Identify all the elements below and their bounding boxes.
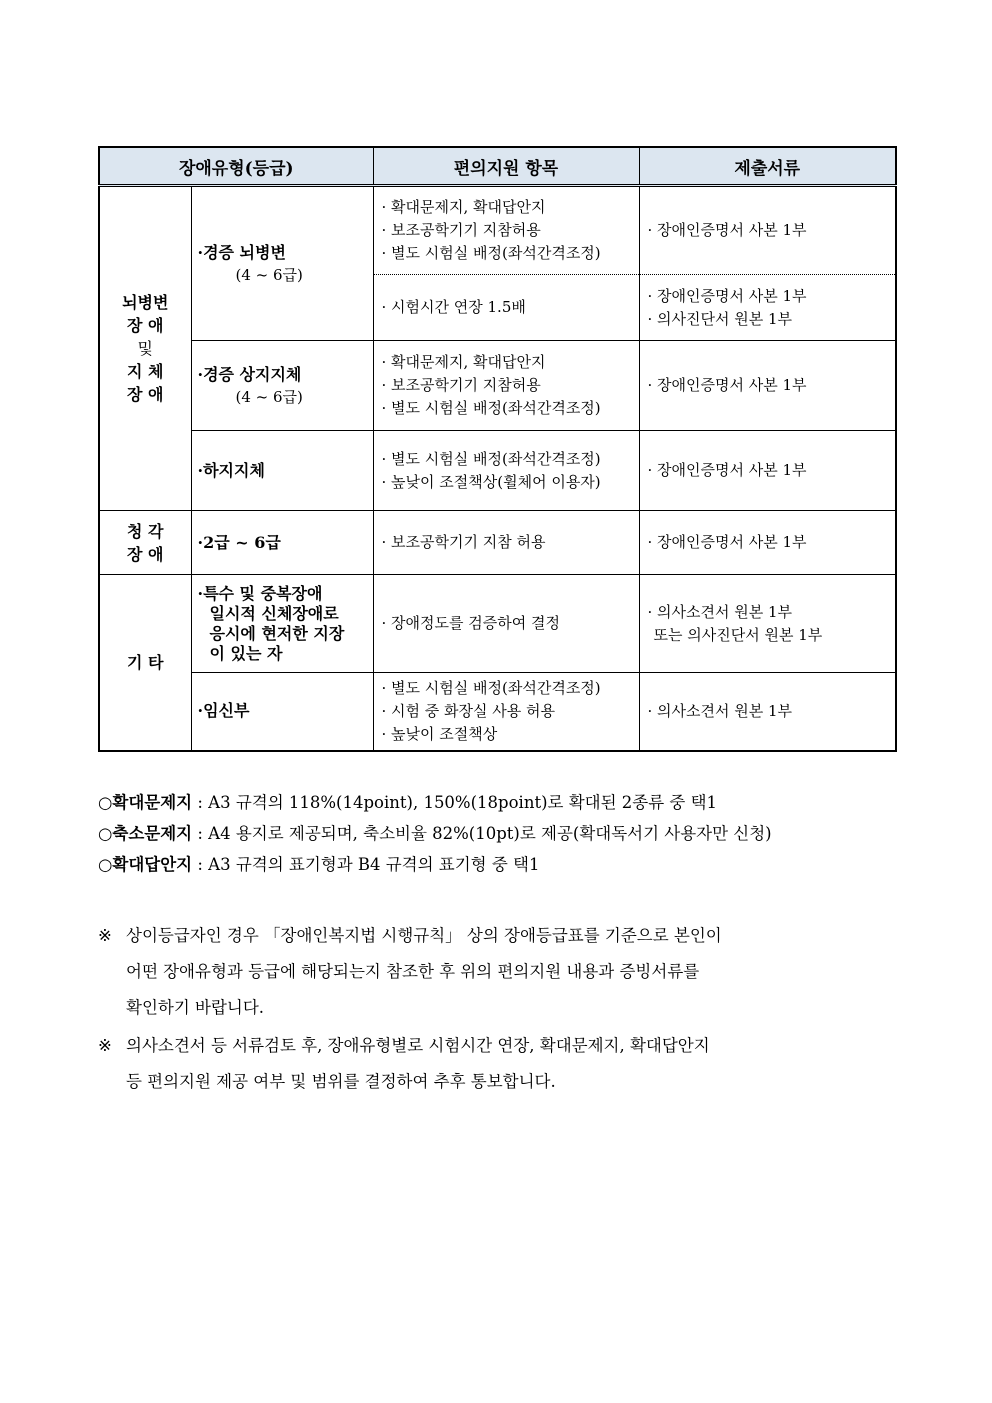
subtype-label: ·특수 및 중복장애 [197,583,323,603]
documents-cell [639,511,896,575]
support-item: · 높낮이 조절책상 [381,724,498,743]
support-table [98,146,897,752]
table-row [99,186,896,275]
reference-mark: ※ [98,1036,112,1055]
support-item: · 시험 중 화장실 사용 허용 [381,701,556,720]
table-row [99,673,896,751]
category-line: 장 애 [127,385,164,404]
category-line: 장 애 [127,316,164,335]
support-item: · 장애정도를 검증하여 결정 [381,614,560,632]
support-item: · 확대문제지, 확대답안지 [381,198,546,216]
subtype-label: 이 있는 자 [209,643,283,663]
note-text: : A4 용지로 제공되며, 축소비율 82%(10pt)로 제공(확대독서기 사용자만 신청) [192,824,772,843]
document-item: · 의사소견서 원본 1부 [647,602,793,621]
subtype-label: ·임신부 [197,701,250,721]
table-header-row [99,147,896,186]
note-text: : A3 규격의 표기형과 B4 규격의 표기형 중 택1 [192,855,540,874]
category-line: 장 애 [127,544,164,564]
support-item: · 별도 시험실 배정(좌석간격조정) [381,678,601,697]
subtype-pregnant [191,673,373,751]
support-item: · 별도 시험실 배정(좌석간격조정) [381,244,601,262]
subtype-mild-brain [191,186,373,341]
remark-line: 등 편의지원 제공 여부 및 범위를 결정하여 추후 통보합니다. [126,1072,556,1091]
documents-cell [639,431,896,511]
document-item: · 장애인증명서 사본 1부 [647,286,807,305]
subtype-label: 응시에 현저한 지장 [209,623,345,643]
header-support-items: 편의지원 항목 [373,147,639,186]
subtype-grade: (4 ~ 6급) [235,265,303,284]
category-other [99,575,191,751]
category-line: 청 각 [127,521,164,541]
support-item: · 시험시간 연장 1.5배 [381,298,526,316]
table-row [99,575,896,673]
subtype-label: ·2급 ~ 6급 [197,532,281,552]
subtype-grade: (4 ~ 6급) [235,387,303,406]
documents-cell [639,575,896,673]
note-term: 축소문제지 [112,824,193,843]
document-item: · 의사진단서 원본 1부 [647,309,793,328]
subtype-label: 일시적 신체장애로 [209,603,339,623]
documents-cell [639,186,896,275]
subtype-label: ·경증 상지지체 [197,364,302,384]
support-cell [373,431,639,511]
document-item: · 장애인증명서 사본 1부 [647,461,807,479]
subtype-special-multiple [191,575,373,673]
subtype-label: ·경증 뇌병변 [197,242,286,262]
support-cell [373,511,639,575]
subtype-hearing-grade [191,511,373,575]
support-item: · 별도 시험실 배정(좌석간격조정) [381,449,601,468]
note-bullet: ○ [98,855,113,874]
support-cell [373,186,639,275]
support-item: · 확대문제지, 확대답안지 [381,353,546,371]
subtype-lower-limb [191,431,373,511]
support-item: · 보조공학기기 지참허용 [381,221,541,239]
support-item: · 보조공학기기 지참 허용 [381,533,546,551]
header-documents: 제출서류 [639,147,896,186]
remark-line: 어떤 장애유형과 등급에 해당되는지 참조한 후 위의 편의지원 내용과 증빙서류를 [126,962,700,981]
table-row [99,341,896,431]
document-item: · 장애인증명서 사본 1부 [647,221,807,239]
subtype-mild-upper-limb [191,341,373,431]
remark-item [98,1028,898,1100]
note-text: : A3 규격의 118%(14point), 150%(18point)로 확대된 2종류 중 택1 [192,793,717,812]
support-item: · 별도 시험실 배정(좌석간격조정) [381,399,601,417]
note-bullet: ○ [98,824,113,843]
support-cell [373,575,639,673]
format-notes [98,787,898,880]
note-term: 확대문제지 [112,793,193,812]
document-item: · 장애인증명서 사본 1부 [647,376,807,394]
documents-cell [639,341,896,431]
remarks [98,918,898,1102]
support-cell [373,673,639,751]
header-disability-type: 장애유형(등급) [99,147,373,186]
remark-line: 의사소견서 등 서류검토 후, 장애유형별로 시험시간 연장, 확대문제지, 확대답안지 [126,1036,710,1055]
support-cell [373,341,639,431]
support-item: · 높낮이 조절책상(휠체어 이용자) [381,472,601,491]
documents-cell [639,673,896,751]
reference-mark: ※ [98,926,112,945]
note-bullet: ○ [98,793,113,812]
note-enlarged-question [98,787,898,818]
note-reduced-question [98,818,898,849]
remark-line: 확인하기 바랍니다. [126,998,265,1017]
document-item: 또는 의사진단서 원본 1부 [653,625,823,644]
category-line: 뇌병변 [122,293,169,312]
table-row [99,511,896,575]
category-brain-limb [99,186,191,511]
category-hearing [99,511,191,575]
category-line: 및 [137,339,153,358]
document-item: · 의사소견서 원본 1부 [647,701,793,720]
note-term: 확대답안지 [112,855,193,874]
support-item: · 보조공학기기 지참허용 [381,376,541,394]
subtype-label: ·하지지체 [197,460,265,480]
table-row [99,431,896,511]
support-cell [373,275,639,341]
category-line: 지 체 [127,362,164,381]
category-line: 기 타 [127,652,164,672]
remark-item [98,918,898,1026]
document-item: · 장애인증명서 사본 1부 [647,533,807,551]
remark-line: 상이등급자인 경우 「장애인복지법 시행규칙」 상의 장애등급표를 기준으로 본인이 [126,926,722,945]
documents-cell [639,275,896,341]
note-enlarged-answer [98,849,898,880]
